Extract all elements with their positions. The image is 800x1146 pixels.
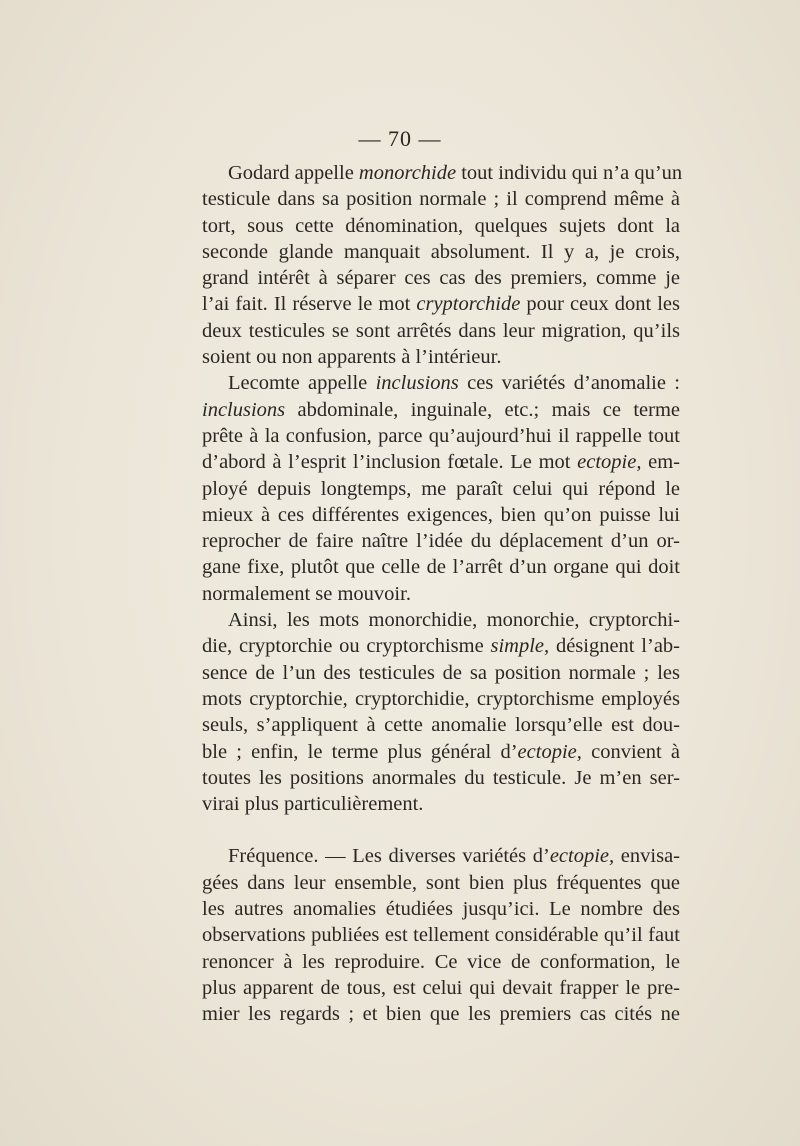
text-line: soient ou non apparents à l’intérieur. [202, 346, 502, 369]
text-line: ble ; enfin, le terme plus général d’ectopie, convient à [202, 740, 680, 763]
text-line: testicule dans sa position normale ; il comprend même à [202, 188, 680, 211]
text-line: sence de l’un des testicules de sa position normale ; les [202, 661, 680, 684]
text-line: toutes les positions anormales du testicule. Je m’en ser- [202, 766, 680, 789]
text-line: prête à la confusion, parce qu’aujourd’hui il rappelle tout [202, 424, 680, 447]
text-line: plus apparent de tous, est celui qui devait frapper le pre- [202, 976, 680, 999]
italic-term: ectopie, [549, 845, 615, 868]
text-line: gane fixe, plutôt que celle de l’arrêt d’un organe qui doit [202, 556, 680, 579]
text-line: tort, sous cette dénomination, quelques sujets dont la [202, 214, 680, 237]
text-line: mieux à ces différentes exigences, bien qu’on puisse lui [202, 503, 680, 526]
page-number: — 70 — [358, 126, 442, 151]
italic-term: cryptorchide [416, 293, 521, 316]
text-line: d’abord à l’esprit l’inclusion fœtale. Le mot ectopie, em- [202, 451, 680, 474]
paragraph-4 [202, 843, 680, 1027]
italic-term: ectopie, [577, 451, 642, 474]
text-line: renoncer à les reproduire. Ce vice de conformation, le [202, 950, 680, 973]
text-line: les autres anomalies étudiées jusqu’ici. Le nombre des [202, 898, 680, 921]
body-text [202, 160, 683, 1028]
text-line: Lecomte appelle inclusions ces variétés d’anomalie : [228, 372, 680, 395]
text-line: gées dans leur ensemble, sont bien plus fréquentes que [202, 871, 680, 894]
italic-term: ectopie, [517, 740, 582, 763]
text-line: seconde glande manquait absolument. Il y a, je crois, [202, 240, 680, 263]
text-line: mier les regards ; et bien que les premiers cas cités ne [202, 1003, 680, 1026]
italic-term: simple, [490, 635, 550, 658]
text-line: reprocher de faire naître l’idée du déplacement d’un or- [202, 530, 680, 553]
text-line: Godard appelle monorchide tout individu qui n’a qu’un [228, 162, 683, 184]
text-line: deux testicules se sont arrêtés dans leur migration, qu’ils [202, 319, 680, 342]
text-line: normalement se mouvoir. [202, 582, 411, 605]
paragraph-gap [202, 817, 680, 843]
text-line: Ainsi, les mots monorchidie, monorchie, cryptorchi- [228, 609, 680, 632]
italic-term: inclusions [375, 372, 459, 395]
text-line: inclusions abdominale, inguinale, etc.; mais ce terme [202, 398, 680, 421]
text-line: mots cryptorchie, cryptorchidie, cryptorchisme employés [202, 687, 680, 710]
text-line: ployé depuis longtemps, me paraît celui qui répond le [202, 477, 680, 500]
text-line: observations publiées est tellement considérable qu’il faut [202, 924, 680, 947]
paragraph-1 [202, 160, 683, 370]
italic-term: monorchide [358, 162, 457, 184]
text-line: l’ai fait. Il réserve le mot cryptorchide pour ceux dont les [202, 293, 680, 316]
paragraph-2 [202, 370, 680, 607]
paragraph-3 [202, 607, 680, 817]
text-line: grand intérêt à séparer ces cas des premiers, comme je [202, 267, 680, 290]
text-line: virai plus particulièrement. [202, 793, 424, 816]
text-line: Fréquence. — Les diverses variétés d’ectopie, envisa- [228, 845, 680, 868]
italic-term: inclusions [202, 398, 286, 421]
text-line: die, cryptorchie ou cryptorchisme simple, désignent l’ab- [202, 635, 681, 658]
text-line: seuls, s’appliquent à cette anomalie lorsqu’elle est dou- [202, 714, 680, 737]
